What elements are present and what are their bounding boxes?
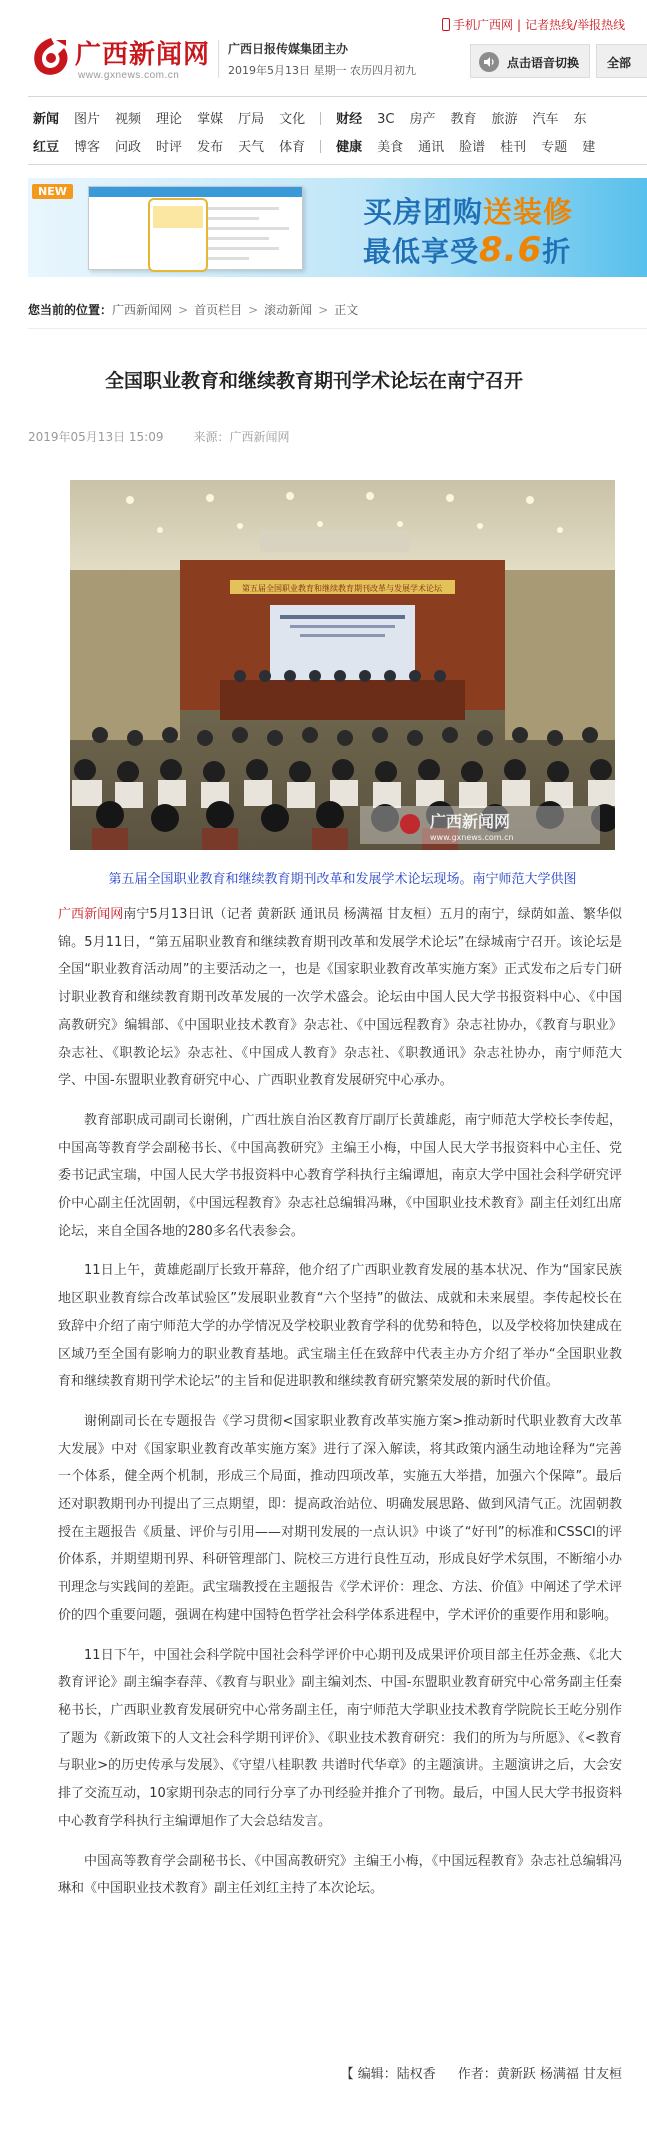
- breadcrumb-separator: >: [318, 303, 329, 317]
- header-date: 2019年5月13日 星期一 农历四月初九: [228, 64, 416, 77]
- nav-item-faces[interactable]: 脸谱: [459, 140, 486, 155]
- breadcrumb-separator: >: [178, 303, 189, 317]
- article-source: 来源：广西新闻网: [193, 430, 290, 444]
- article-body: [58, 901, 622, 1915]
- speaker-icon: [479, 52, 499, 72]
- nav-item-release[interactable]: 发布: [197, 140, 224, 155]
- nav-row-1: [33, 108, 602, 128]
- nav-item-health[interactable]: 健康: [336, 140, 363, 155]
- article-meta: [28, 428, 290, 445]
- banner-subline: 最低享受8.6折: [363, 230, 572, 270]
- nav-bottom-border: [28, 164, 647, 165]
- full-text-label: 全部: [607, 56, 632, 70]
- article-author: 作者：黄新跃 杨满福 甘友桓: [457, 2067, 622, 2082]
- breadcrumb-lead: 您当前的位置：: [28, 303, 113, 317]
- nav-item-food[interactable]: 美食: [377, 140, 404, 155]
- promo-banner[interactable]: [28, 178, 647, 277]
- article-paragraph: 11日上午，黄雄彪副厅长致开幕辞，他介绍了广西职业教育发展的基本状况、作为“国家民族地区职业教育综合改革试验区”发展职业教育“六个坚持”的做法、成就和未来展望。李传起校长在致辞中介绍了南宁师范大学的办学情况及学校职业教育学科的优势和特色，以及学校将加快建成在区域乃至全国有影响力的职业教育基地。武宝瑞主任在致辞中代表主办方介绍了举办“全国职业教育和继续教育期刊学术论坛”的主旨和促进职教和继续教育研究繁荣发展的新时代价值。: [58, 1263, 622, 1390]
- article-title: 全国职业教育和继续教育期刊学术论坛在南宁召开: [104, 370, 523, 392]
- nav-item-topics[interactable]: 专题: [541, 140, 568, 155]
- breadcrumb-category[interactable]: 滚动新闻: [264, 303, 313, 317]
- nav-item-video[interactable]: 视频: [115, 112, 142, 127]
- article-paragraph: 中国高等教育学会副秘书长、《中国高教研究》主编王小梅，《中国远程教育》杂志社总编辑冯琳和《中国职业技术教育》副主任刘红主持了本次论坛。: [58, 1853, 622, 1897]
- logo-mark-icon: [30, 36, 72, 78]
- photo-caption: 第五届全国职业教育和继续教育期刊改革和发展学术论坛现场。南宁师范大学供图: [108, 872, 577, 887]
- conference-scene-illustration: [70, 480, 615, 850]
- nav-item-theory[interactable]: 理论: [156, 112, 183, 127]
- nav-row-2: [33, 136, 610, 156]
- nav-divider: [320, 112, 321, 125]
- nav-item-education[interactable]: 教育: [450, 112, 477, 127]
- mobile-site-link[interactable]: 手机广西网: [453, 18, 514, 32]
- breadcrumb-section[interactable]: 首页栏目: [194, 303, 243, 317]
- site-logo[interactable]: [30, 30, 216, 90]
- nav-item-guikan[interactable]: 桂刊: [500, 140, 527, 155]
- breadcrumb-home[interactable]: 广西新闻网: [112, 303, 173, 317]
- svg-text:广西新闻网: 广西新闻网: [430, 812, 511, 831]
- nav-item-3c[interactable]: 3C: [377, 112, 395, 127]
- article-paragraph: 广西新闻网南宁5月13日讯（记者 黄新跃 通讯员 杨满福 甘友桓）五月的南宁，绿荫如盖、繁华似锦。5月11日，“第五届职业教育和继续教育期刊改革和发展学术论坛”在绿城南宁召开。该论坛是全国“职业教育活动周”的主要活动之一，也是《国家职业教育改革实施方案》正式发布之后专门研讨职业教育和继续教育期刊改革发展的一次学术盛会。论坛由中国人民大学书报资料中心、《中国高教研究》编辑部、《中国职业技术教育》杂志社、《中国远程教育》杂志社协办，《教育与职业》杂志社、《职教论坛》杂志社、《中国成人教育》杂志社、《职教通讯》杂志社协办，南宁师范大学、中国-东盟职业教育研究中心、广西职业教育发展研究中心承办。: [58, 907, 622, 1089]
- header-divider: [218, 40, 219, 78]
- breadcrumb: [28, 287, 647, 329]
- nav-item-bureaus[interactable]: 厅局: [238, 112, 265, 127]
- nav-item-news[interactable]: 新闻: [33, 112, 60, 127]
- nav-item-media[interactable]: 掌媒: [197, 112, 224, 127]
- svg-text:第五届全国职业教育和继续教育期刊改革与发展学术论坛: 第五届全国职业教育和继续教育期刊改革与发展学术论坛: [242, 584, 442, 593]
- logo-name: 广西新闻网: [75, 40, 211, 70]
- article-paragraph: 11日下午，中国社会科学院中国社会科学评价中心期刊及成果评价项目部主任苏金燕、《北大教育评论》副主编李春萍、《教育与职业》副主编刘杰、中国-东盟职业教育研究中心常务副主任秦秘书长，广西职业教育发展研究中心常务副主任，南宁师范大学职业技术教育学院院长王屹分别作了题为《新政策下的人文社会科学期刊评价》、《职业技术教育研究：我们的所为与所愿》、《<教育与职业>的历史传承与发展》、《守望八桂职教 共谱时代华章》的主题演讲。主题演讲之后，大会安排了交流互动，10家期刊杂志的同行分享了办刊经验并推介了刊物。最后，中国人民大学书报资料中心教育学科执行主编谭旭作了大会总结发言。: [58, 1647, 622, 1829]
- nav-item-property[interactable]: 房产: [409, 112, 436, 127]
- nav-item-sports[interactable]: 体育: [279, 140, 306, 155]
- nav-item-pictures[interactable]: 图片: [74, 112, 101, 127]
- nav-item-travel[interactable]: 旅游: [491, 112, 518, 127]
- full-text-button[interactable]: [596, 44, 647, 78]
- article-datetime: 2019年05月13日 15:09: [28, 430, 164, 444]
- nav-top-border: [28, 96, 647, 97]
- article-photo: [70, 480, 615, 850]
- mobile-phone-icon: [442, 18, 450, 31]
- article-paragraph: 教育部职成司副司长谢俐，广西壮族自治区教育厅副厅长黄雄彪，南宁师范大学校长李传起，中国高等教育学会副秘书长、《中国高教研究》主编王小梅，中国人民大学书报资料中心主任、党委书记武宝瑞，中国人民大学书报资料中心教育学科执行主编谭旭，南京大学中国社会科学研究评价中心副主任沈固朝，《中国远程教育》杂志社总编辑冯琳，《中国职业技术教育》副主任刘红出席论坛，来自全国各地的280多名代表参会。: [58, 1112, 622, 1239]
- banner-phone-illustration: [148, 198, 208, 272]
- site-header: [0, 0, 647, 84]
- nav-item-weather[interactable]: 天气: [238, 140, 265, 155]
- header-org: 广西日报传媒集团主办: [228, 42, 349, 56]
- nav-item-auto[interactable]: 汽车: [532, 112, 559, 127]
- link-separator: |: [517, 18, 522, 32]
- article-paragraph: 谢俐副司长在专题报告《学习贯彻<国家职业教育改革实施方案>推动新时代职业教育大改革大发展》中对《国家职业教育改革实施方案》进行了深入解读，将其政策内涵生动地诠释为“完善一个体系，健全两个机制，形成三个局面，推动四项改革，实施五大举措，加强六个保障”。最后还对职教期刊办刊提出了三点期望，即：提高政治站位、明确发展思路、做到风清气正。沈固朝教授在主题报告《质量、评价与引用——对期刊发展的一点认识》中谈了“好刊”的标准和CSSCI的评价体系，并期望期刊界、科研管理部门、院校三方进行良性互动，形成良好学术氛围，不断缩小办刊理念与实践间的差距。武宝瑞教授在主题报告《学术评价：理念、方法、价值》中阐述了学术评价的四个重要问题，强调在构建中国特色哲学社会科学体系进程中，学术评价的重要作用和影响。: [58, 1413, 622, 1623]
- nav-item-finance[interactable]: 财经: [336, 112, 363, 127]
- nav-item-more-2[interactable]: 建: [582, 140, 596, 155]
- article-editor: 【 编辑：陆权香: [340, 2067, 436, 2082]
- new-badge: NEW: [32, 184, 73, 199]
- nav-divider: [320, 140, 321, 153]
- voice-switch-label: 点击语音切换: [507, 56, 580, 70]
- brand-link[interactable]: 广西新闻网: [58, 907, 124, 922]
- banner-headline: 买房团购送装修: [363, 195, 574, 229]
- nav-item-culture[interactable]: 文化: [279, 112, 306, 127]
- nav-item-telecom[interactable]: 通讯: [418, 140, 445, 155]
- nav-item-inquiry[interactable]: 问政: [115, 140, 142, 155]
- nav-item-blog[interactable]: 博客: [74, 140, 101, 155]
- editor-line: [0, 2063, 622, 2082]
- voice-switch-button[interactable]: [470, 44, 590, 78]
- nav-item-hongdou[interactable]: 红豆: [33, 140, 60, 155]
- nav-item-more-1[interactable]: 东: [573, 112, 587, 127]
- header-links: [442, 16, 625, 33]
- logo-url: www.gxnews.com.cn: [78, 70, 180, 81]
- breadcrumb-current: 正文: [334, 303, 359, 317]
- hotline-link[interactable]: 记者热线/举报热线: [525, 18, 626, 32]
- nav-item-commentary[interactable]: 时评: [156, 140, 183, 155]
- svg-text:www.gxnews.com.cn: www.gxnews.com.cn: [430, 833, 514, 842]
- breadcrumb-separator: >: [248, 303, 259, 317]
